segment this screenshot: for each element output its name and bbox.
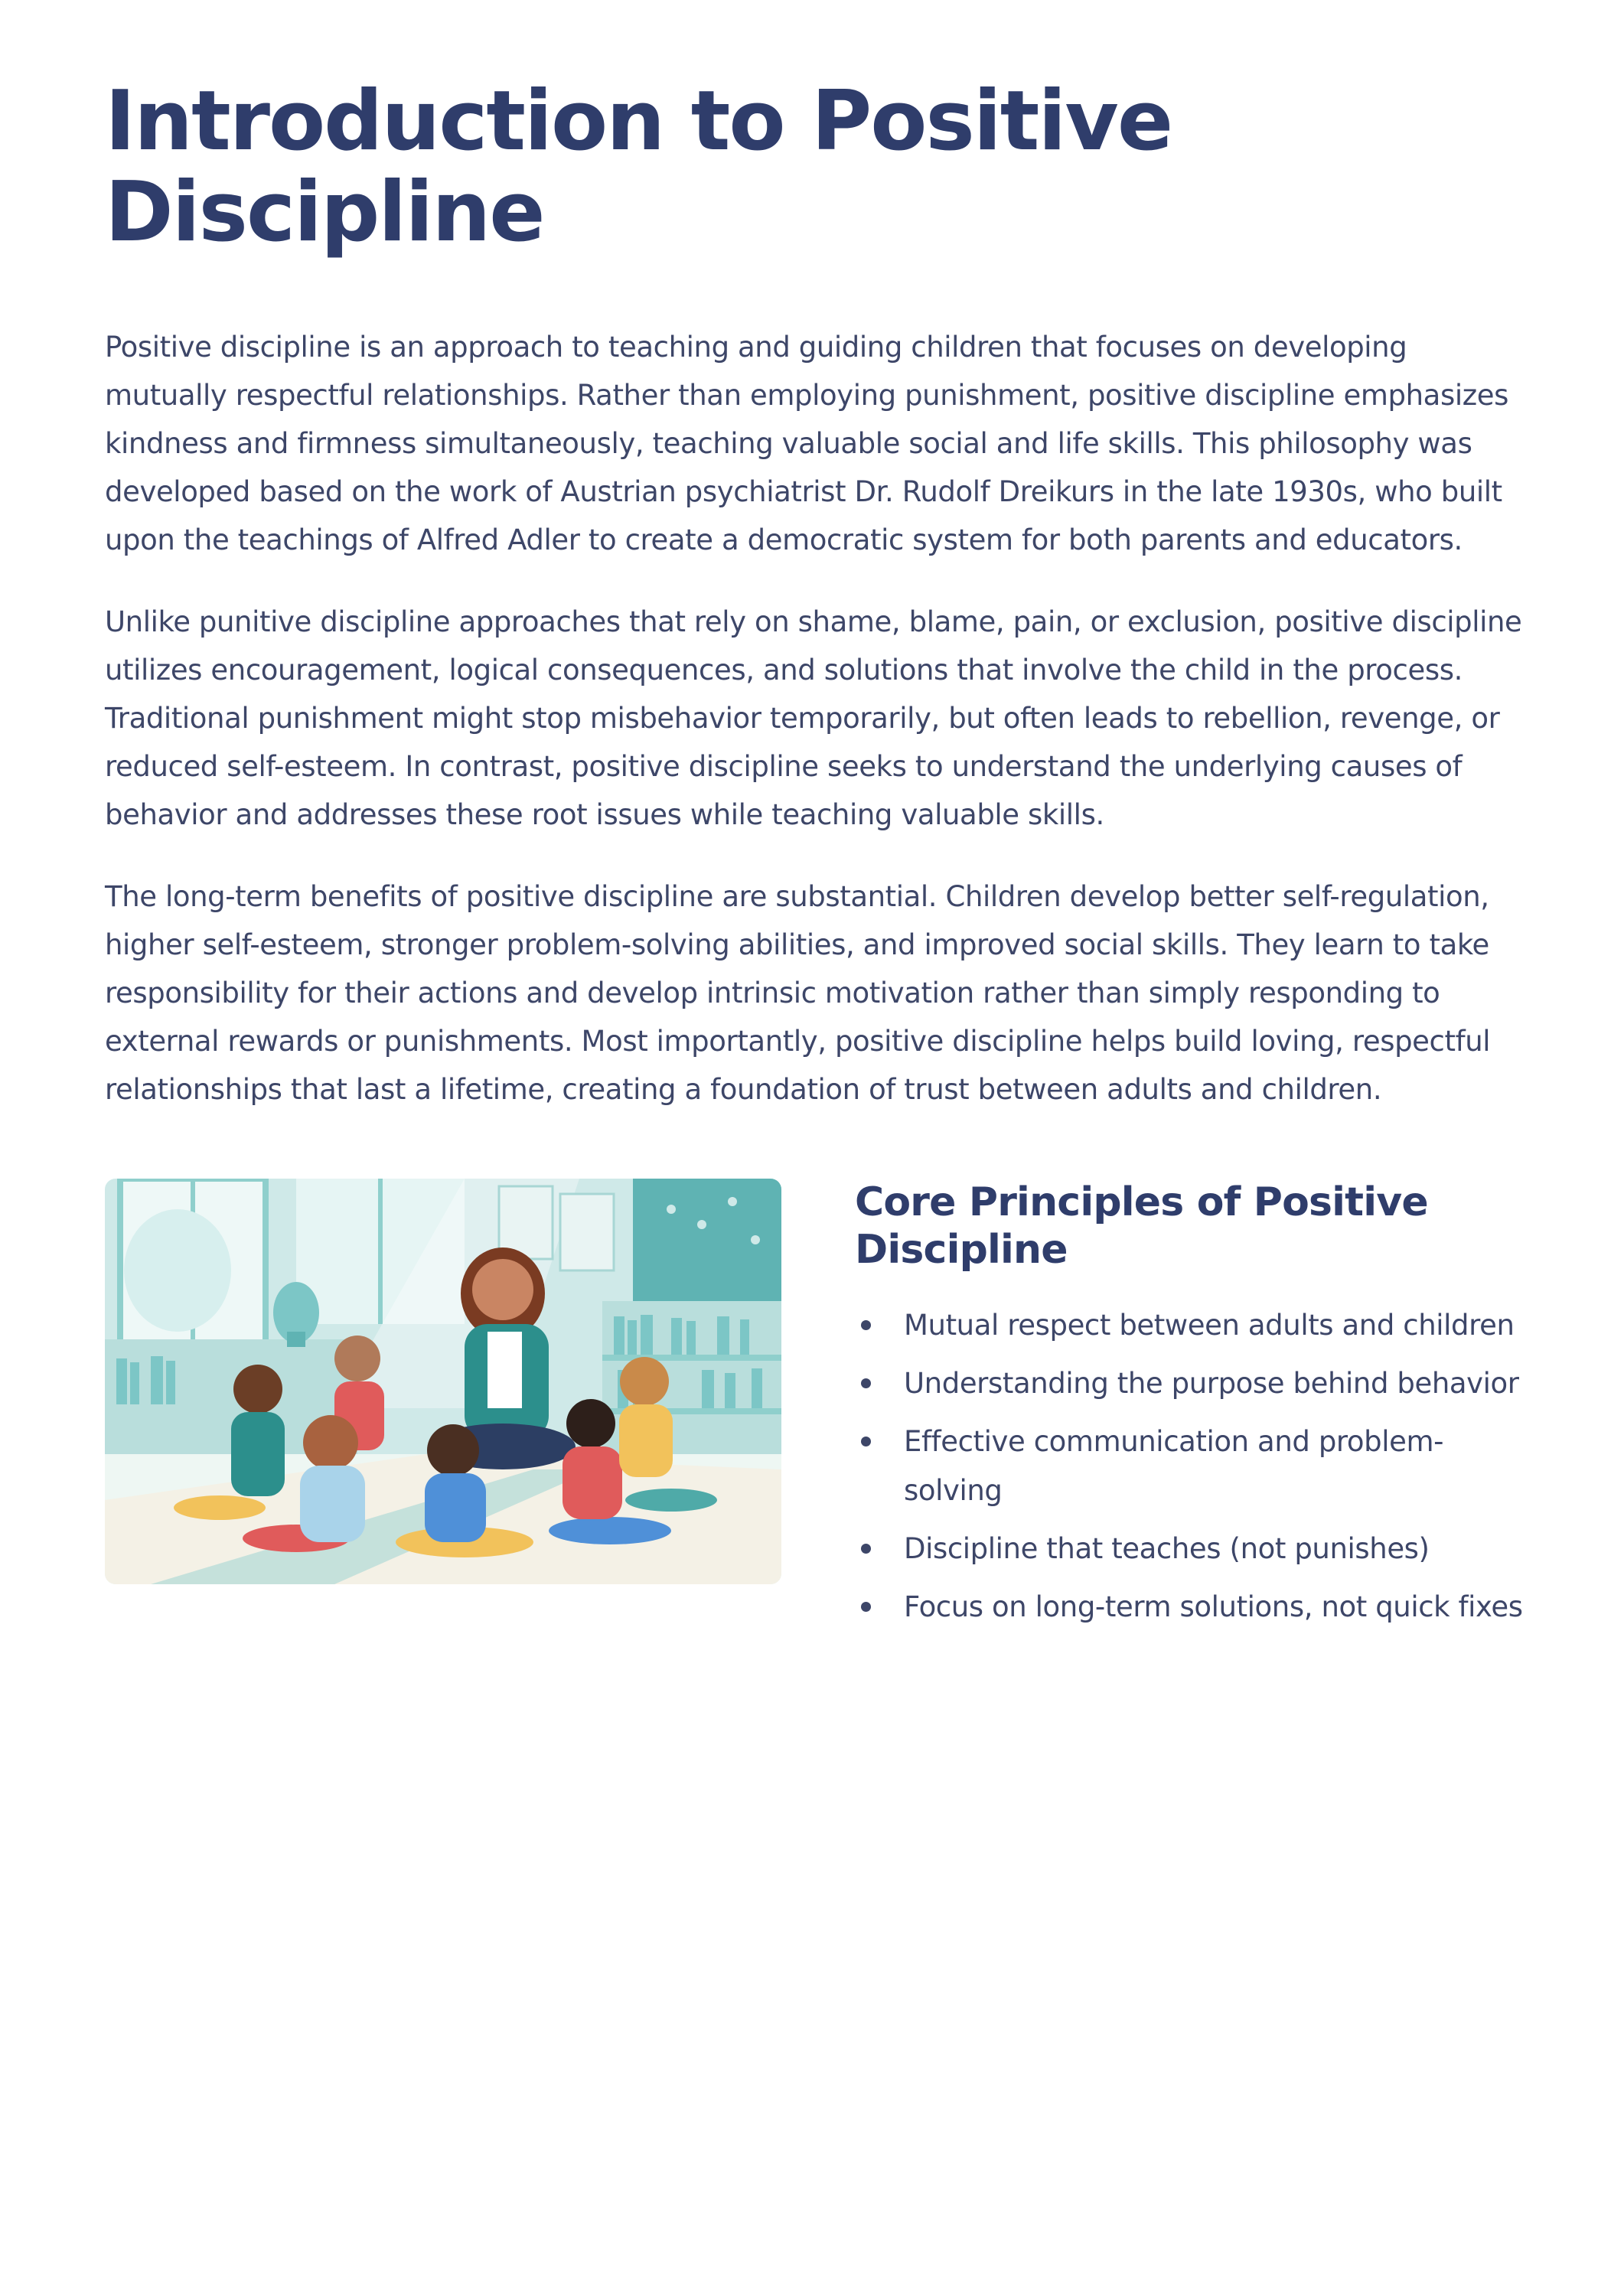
principle-text: Understanding the purpose behind behavior (904, 1367, 1519, 1400)
bullet-icon (861, 1602, 871, 1612)
intro-paragraph-3: The long-term benefits of positive discipline are substantial. Children develop better self-regulation, higher self-esteem, stronger problem-solving abilities, and improved social skills. They learn to take responsibility for their actions and develop intrinsic motivation rather than simply responding to external rewards or punishments. Most importantly, positive discipline helps build loving, respectful relationships that last a lifetime, creating a foundation of trust between adults and children. (105, 879, 1491, 1106)
principle-text: Mutual respect between adults and children (904, 1309, 1515, 1342)
principles-panel (855, 1179, 1528, 1641)
bullet-icon (861, 1544, 871, 1554)
principle-item (855, 1359, 1528, 1408)
intro-paragraph-2: Unlike punitive discipline approaches that rely on shame, blame, pain, or exclusion, positive discipline utilizes encouragement, logical consequences, and solutions that involve the child in the process. Traditional punishment might stop misbehavior temporarily, but often leads to rebellion, revenge, or reduced self-esteem. In contrast, positive discipline seeks to understand the underlying causes of behavior and addresses these root issues while teaching valuable skills. (105, 605, 1522, 831)
principle-text: Effective communication and problem-solving (904, 1425, 1444, 1507)
principle-item (855, 1417, 1528, 1515)
principle-text: Discipline that teaches (not punishes) (904, 1532, 1430, 1565)
bullet-icon (861, 1320, 871, 1330)
principles-list (855, 1301, 1528, 1632)
principles-heading: Core Principles of Positive Discipline (855, 1179, 1428, 1273)
principle-item (855, 1525, 1528, 1574)
page-title: Introduction to Positive Discipline (105, 73, 1172, 260)
bullet-icon (861, 1437, 871, 1446)
bullet-icon (861, 1378, 871, 1388)
intro-body (105, 323, 1528, 1114)
document-page (105, 73, 1528, 1623)
intro-paragraph-1: Positive discipline is an approach to teaching and guiding children that focuses on developing mutually respectful relationships. Rather than employing punishment, positive discipline emphasizes kindness and firmness simultaneously, teaching valuable social and life skills. This philosophy was developed based on the work of Austrian psychiatrist Dr. Rudolf Dreikurs in the late 1930s, who built upon the teachings of Alfred Adler to create a democratic system for both parents and educators. (105, 330, 1508, 556)
classroom-illustration (105, 1179, 781, 1584)
principle-item (855, 1301, 1528, 1350)
principle-text: Focus on long-term solutions, not quick fixes (904, 1590, 1523, 1623)
principle-item (855, 1583, 1528, 1632)
principles-section (105, 1179, 1528, 1714)
